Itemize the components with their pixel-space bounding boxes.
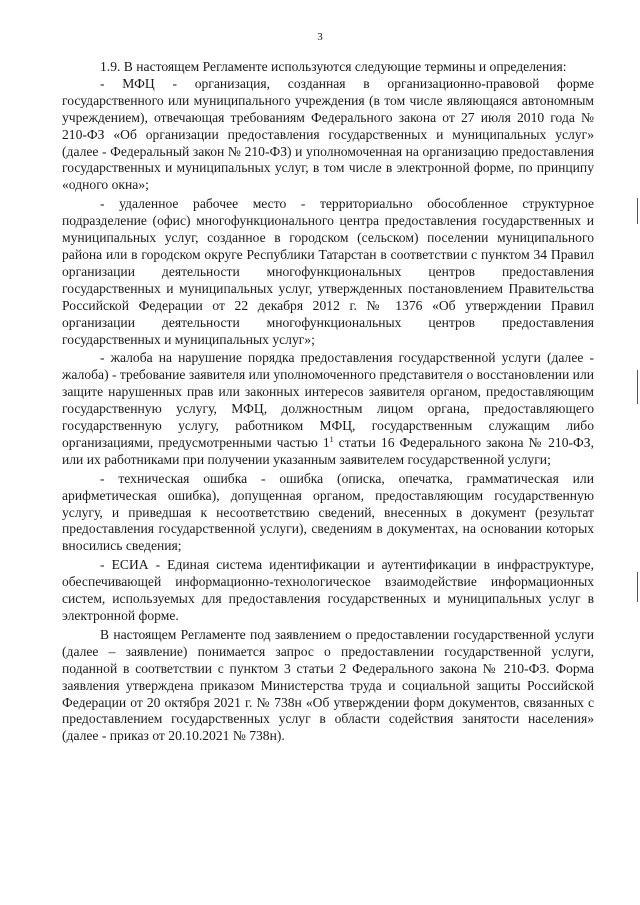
- definition-remote-workplace: - удаленное рабочее место - территориально обособленное структурное подразделение (офис) многофункционального центра предоставления государственных и муниципальных услуг, созданное в городском (сельском) поселении муниципального района или в городском округе Республики Татарстан в соответствии с пунктом 34 Правил организации деятельности многофункциональных центров предоставления государственных и муниципальных услуг, утвержденных постановлением Правительства Российской Федерации от 22 декабря 2012 г. № 1376 «Об утверждении Правил организации деятельности многофункциональных центров предоставления государственных и муниципальных услуг»;: [62, 196, 594, 347]
- scan-edge-mark: [637, 198, 638, 224]
- definition-technical-error: - техническая ошибка - ошибка (описка, опечатка, грамматическая или арифметическая ошибка), допущенная органом, предоставляющим государственную услугу, и приведшая к несоответствию сведений, внесенных в документ (результат предоставления государственной услуги), сведениям в документах, на основании которых вносились сведения;: [62, 470, 594, 554]
- scan-edge-mark: [637, 572, 638, 602]
- footnote-superscript: 1: [329, 434, 334, 444]
- document-body: [62, 59, 594, 745]
- complaint-text: - жалоба на нарушение порядка предоставления государственной услуги (далее - жалоба) - требование заявителя или уполномоченного представителя о восстановлении или защите нарушенных прав или законных интересов заявителя органом, предоставляющим государственную услугу, МФЦ, должностным лицом органа, предоставляющего государственную услугу, работником МФЦ, государственным служащим либо организациями, предусмотренными частью 1: [62, 350, 594, 450]
- complaint-text-tail: статьи 16 Федерального закона № 210-ФЗ, или их работниками при получении указанным заявителем государственной услуги;: [62, 434, 594, 467]
- scan-edge-mark: [637, 370, 638, 404]
- application-definition: В настоящем Регламенте под заявлением о предоставлении государственной услуги (далее – заявление) понимается запрос о предоставлении государственной услуги, поданной в соответствии с пунктом 3 статьи 2 Федерального закона № 210-ФЗ. Форма заявления утверждена приказом Министерства труда и социальной защиты Российской Федерации от 20 октября 2021 г. № 738н «Об утверждении форм документов, связанных с предоставлением государственных услуг в области содействия занятости населения» (далее - приказ от 20.10.2021 № 738н).: [62, 626, 594, 744]
- section-1-9-intro: 1.9. В настоящем Регламенте используются следующие термины и определения:: [100, 59, 567, 74]
- definition-mfc: - МФЦ - организация, созданная в организационно-правовой форме государственного или муниципального учреждения (в том числе являющаяся автономным учреждением), отвечающая требованиям Федерального закона от 27 июля 2010 года № 210-ФЗ «Об организации предоставления государственных и муниципальных услуг» (далее - Федеральный закон № 210-ФЗ) и уполномоченная на организацию предоставления государственных и муниципальных услуг, в том числе в электронной форме, по принципу «одного окна»;: [62, 75, 594, 193]
- page-number: 3: [317, 31, 323, 43]
- definition-complaint: [62, 350, 594, 468]
- definition-esia: - ЕСИА - Единая система идентификации и аутентификации в инфраструктуре, обеспечивающей информационно-технологическое взаимодействие информационных систем, используемых для предоставления государственных и муниципальных услуг в электронной форме.: [62, 557, 594, 623]
